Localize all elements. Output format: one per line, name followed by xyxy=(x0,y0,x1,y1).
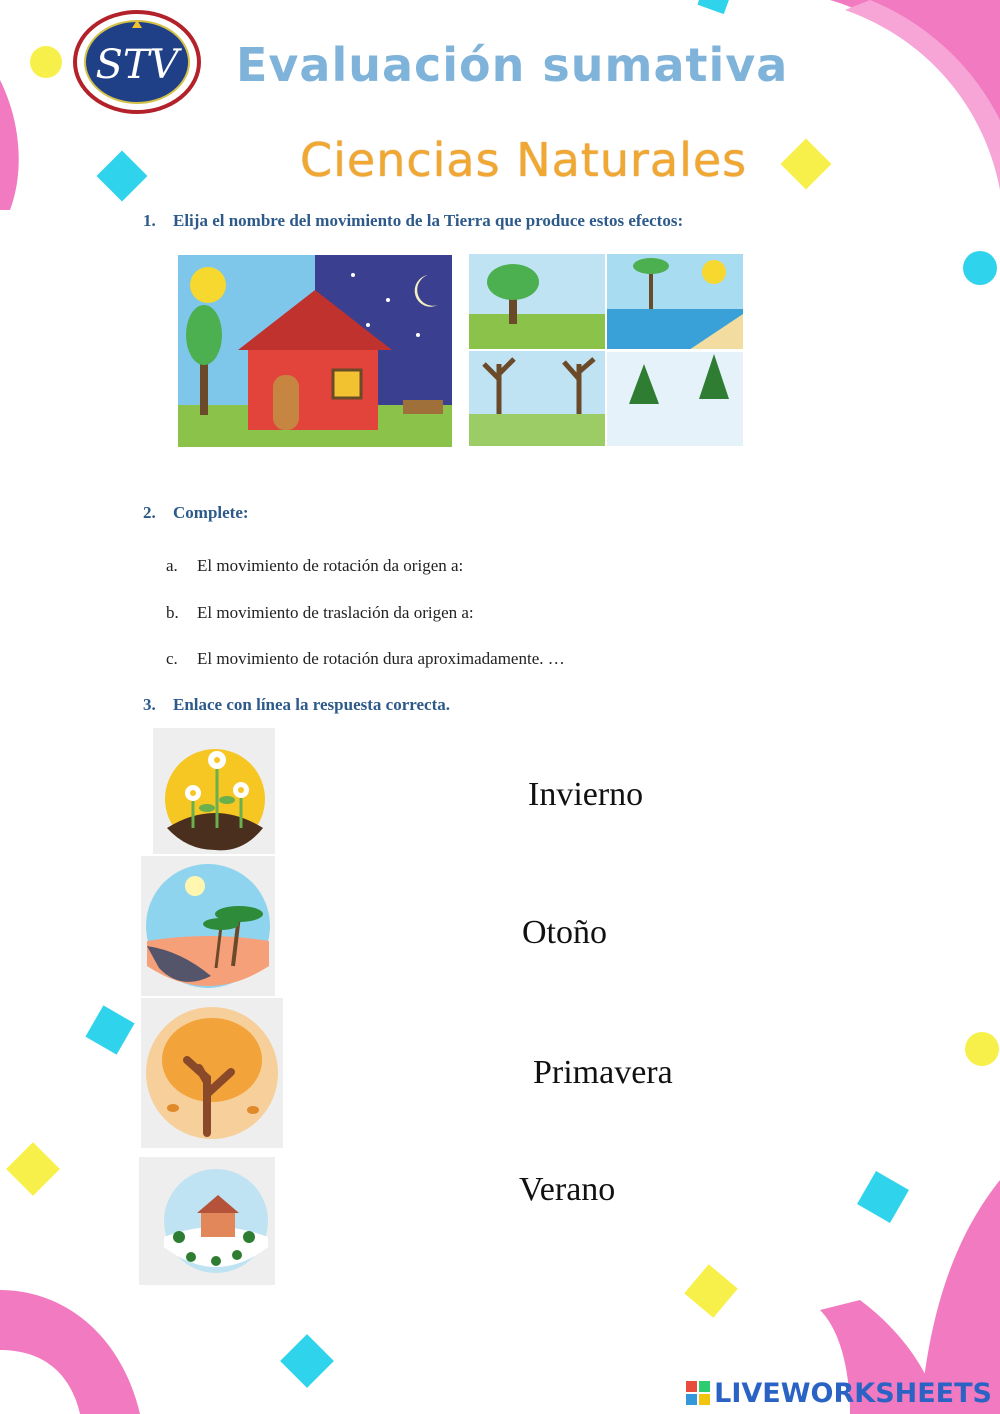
logo-text: STV xyxy=(95,42,179,88)
question-2-text: Complete: xyxy=(173,503,249,522)
question-3-number: 3. xyxy=(143,695,156,714)
page-subtitle: Ciencias Naturales xyxy=(300,133,748,187)
spring-flowers-icon[interactable] xyxy=(153,728,275,854)
liveworksheets-brand xyxy=(686,1378,992,1409)
complete-item-a xyxy=(166,556,463,576)
item-c-text: El movimiento de rotación dura aproximadamente. … xyxy=(197,649,565,668)
question-3 xyxy=(143,695,450,715)
summer-beach-icon[interactable] xyxy=(141,856,275,996)
day-night-house-illustration xyxy=(178,255,452,447)
complete-item-c xyxy=(166,649,565,669)
page-title: Evaluación sumativa xyxy=(236,38,789,92)
item-b-letter: b. xyxy=(166,603,179,622)
item-a-letter: a. xyxy=(166,556,178,575)
item-b-text: El movimiento de traslación da origen a: xyxy=(197,603,474,622)
question-1-number: 1. xyxy=(143,211,156,230)
brand-text: LIVEWORKSHEETS xyxy=(714,1378,992,1409)
item-c-letter: c. xyxy=(166,649,178,668)
question-1 xyxy=(143,211,683,231)
school-logo xyxy=(72,10,202,115)
liveworksheets-logo-icon xyxy=(686,1381,710,1405)
complete-item-b xyxy=(166,603,474,623)
winter-house-icon[interactable] xyxy=(139,1157,275,1285)
question-1-text: Elija el nombre del movimiento de la Tierra que produce estos efectos: xyxy=(173,211,684,230)
question-2 xyxy=(143,503,249,523)
word-primavera[interactable]: Primavera xyxy=(533,1054,673,1091)
word-otono[interactable]: Otoño xyxy=(522,914,607,951)
word-invierno[interactable]: Invierno xyxy=(528,776,644,813)
word-verano[interactable]: Verano xyxy=(519,1171,616,1208)
question-2-number: 2. xyxy=(143,503,156,522)
item-a-text: El movimiento de rotación da origen a: xyxy=(197,556,464,575)
four-seasons-illustration xyxy=(469,254,743,446)
autumn-tree-icon[interactable] xyxy=(141,998,283,1148)
question-3-text: Enlace con línea la respuesta correcta. xyxy=(173,695,450,714)
